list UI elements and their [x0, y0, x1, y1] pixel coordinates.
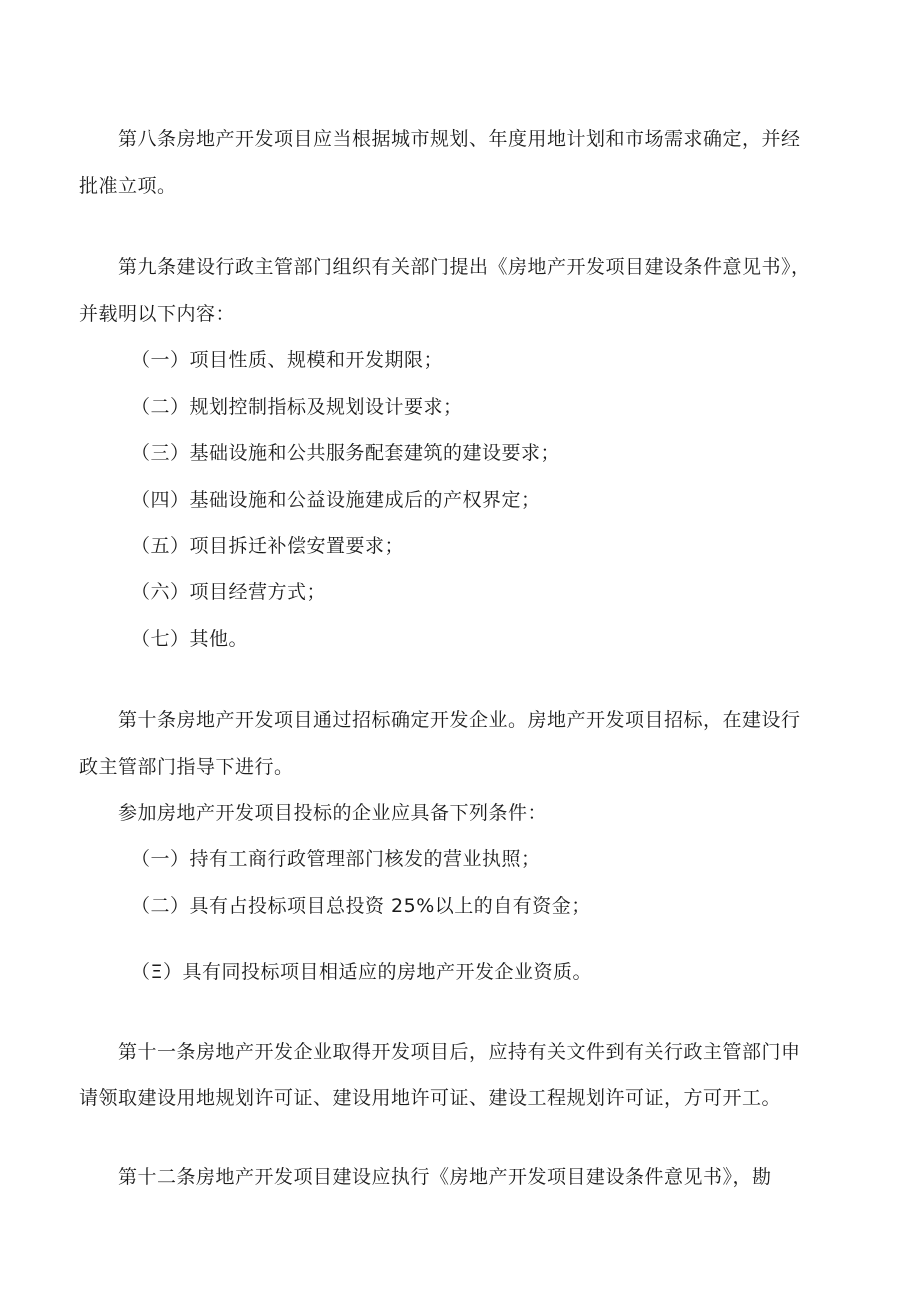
article-10-line-2: 政主管部门指导下进行。 — [79, 756, 294, 778]
article-10-item-2: （二）具有占投标项目总投资 25%以上的自有资金； — [131, 895, 591, 917]
article-10-item-3: （Ξ）具有同投标项目相适应的房地产开发企业资质。 — [131, 961, 593, 983]
article-8-line-1: 第八条房地产开发项目应当根据城市规划、年度用地计划和市场需求确定，并经 — [118, 128, 801, 150]
article-9-item-3: （三）基础设施和公共服务配套建筑的建设要求； — [131, 442, 561, 464]
article-9-item-7: （七）其他。 — [131, 628, 249, 650]
article-9-line-2: 并载明以下内容： — [79, 303, 236, 325]
article-12-line-1: 第十二条房地产开发项目建设应执行《房地产开发项目建设条件意见书》，勘 — [118, 1166, 772, 1188]
article-10-item-1: （一）持有工商行政管理部门核发的营业执照； — [131, 848, 541, 870]
article-9-item-1: （一）项目性质、规模和开发期限； — [131, 349, 444, 371]
article-9-item-2: （二）规划控制指标及规划设计要求； — [131, 396, 463, 418]
article-10-line-3: 参加房地产开发项目投标的企业应具备下列条件： — [118, 802, 548, 824]
article-9-item-5: （五）项目拆迁补偿安置要求； — [131, 535, 405, 557]
article-8-line-2: 批准立项。 — [79, 175, 177, 197]
article-10-line-1: 第十条房地产开发项目通过招标确定开发企业。房地产开发项目招标，在建设行 — [118, 709, 801, 731]
article-9-item-4: （四）基础设施和公益设施建成后的产权界定； — [131, 489, 541, 511]
article-11-line-1: 第十一条房地产开发企业取得开发项目后，应持有关文件到有关行政主管部门申 — [118, 1041, 801, 1063]
article-9-line-1: 第九条建设行政主管部门组织有关部门提出《房地产开发项目建设条件意见书》， — [118, 256, 811, 278]
article-11-line-2: 请领取建设用地规划许可证、建设用地许可证、建设工程规划许可证，方可开工。 — [79, 1087, 782, 1109]
article-9-item-6: （六）项目经营方式； — [131, 581, 327, 603]
